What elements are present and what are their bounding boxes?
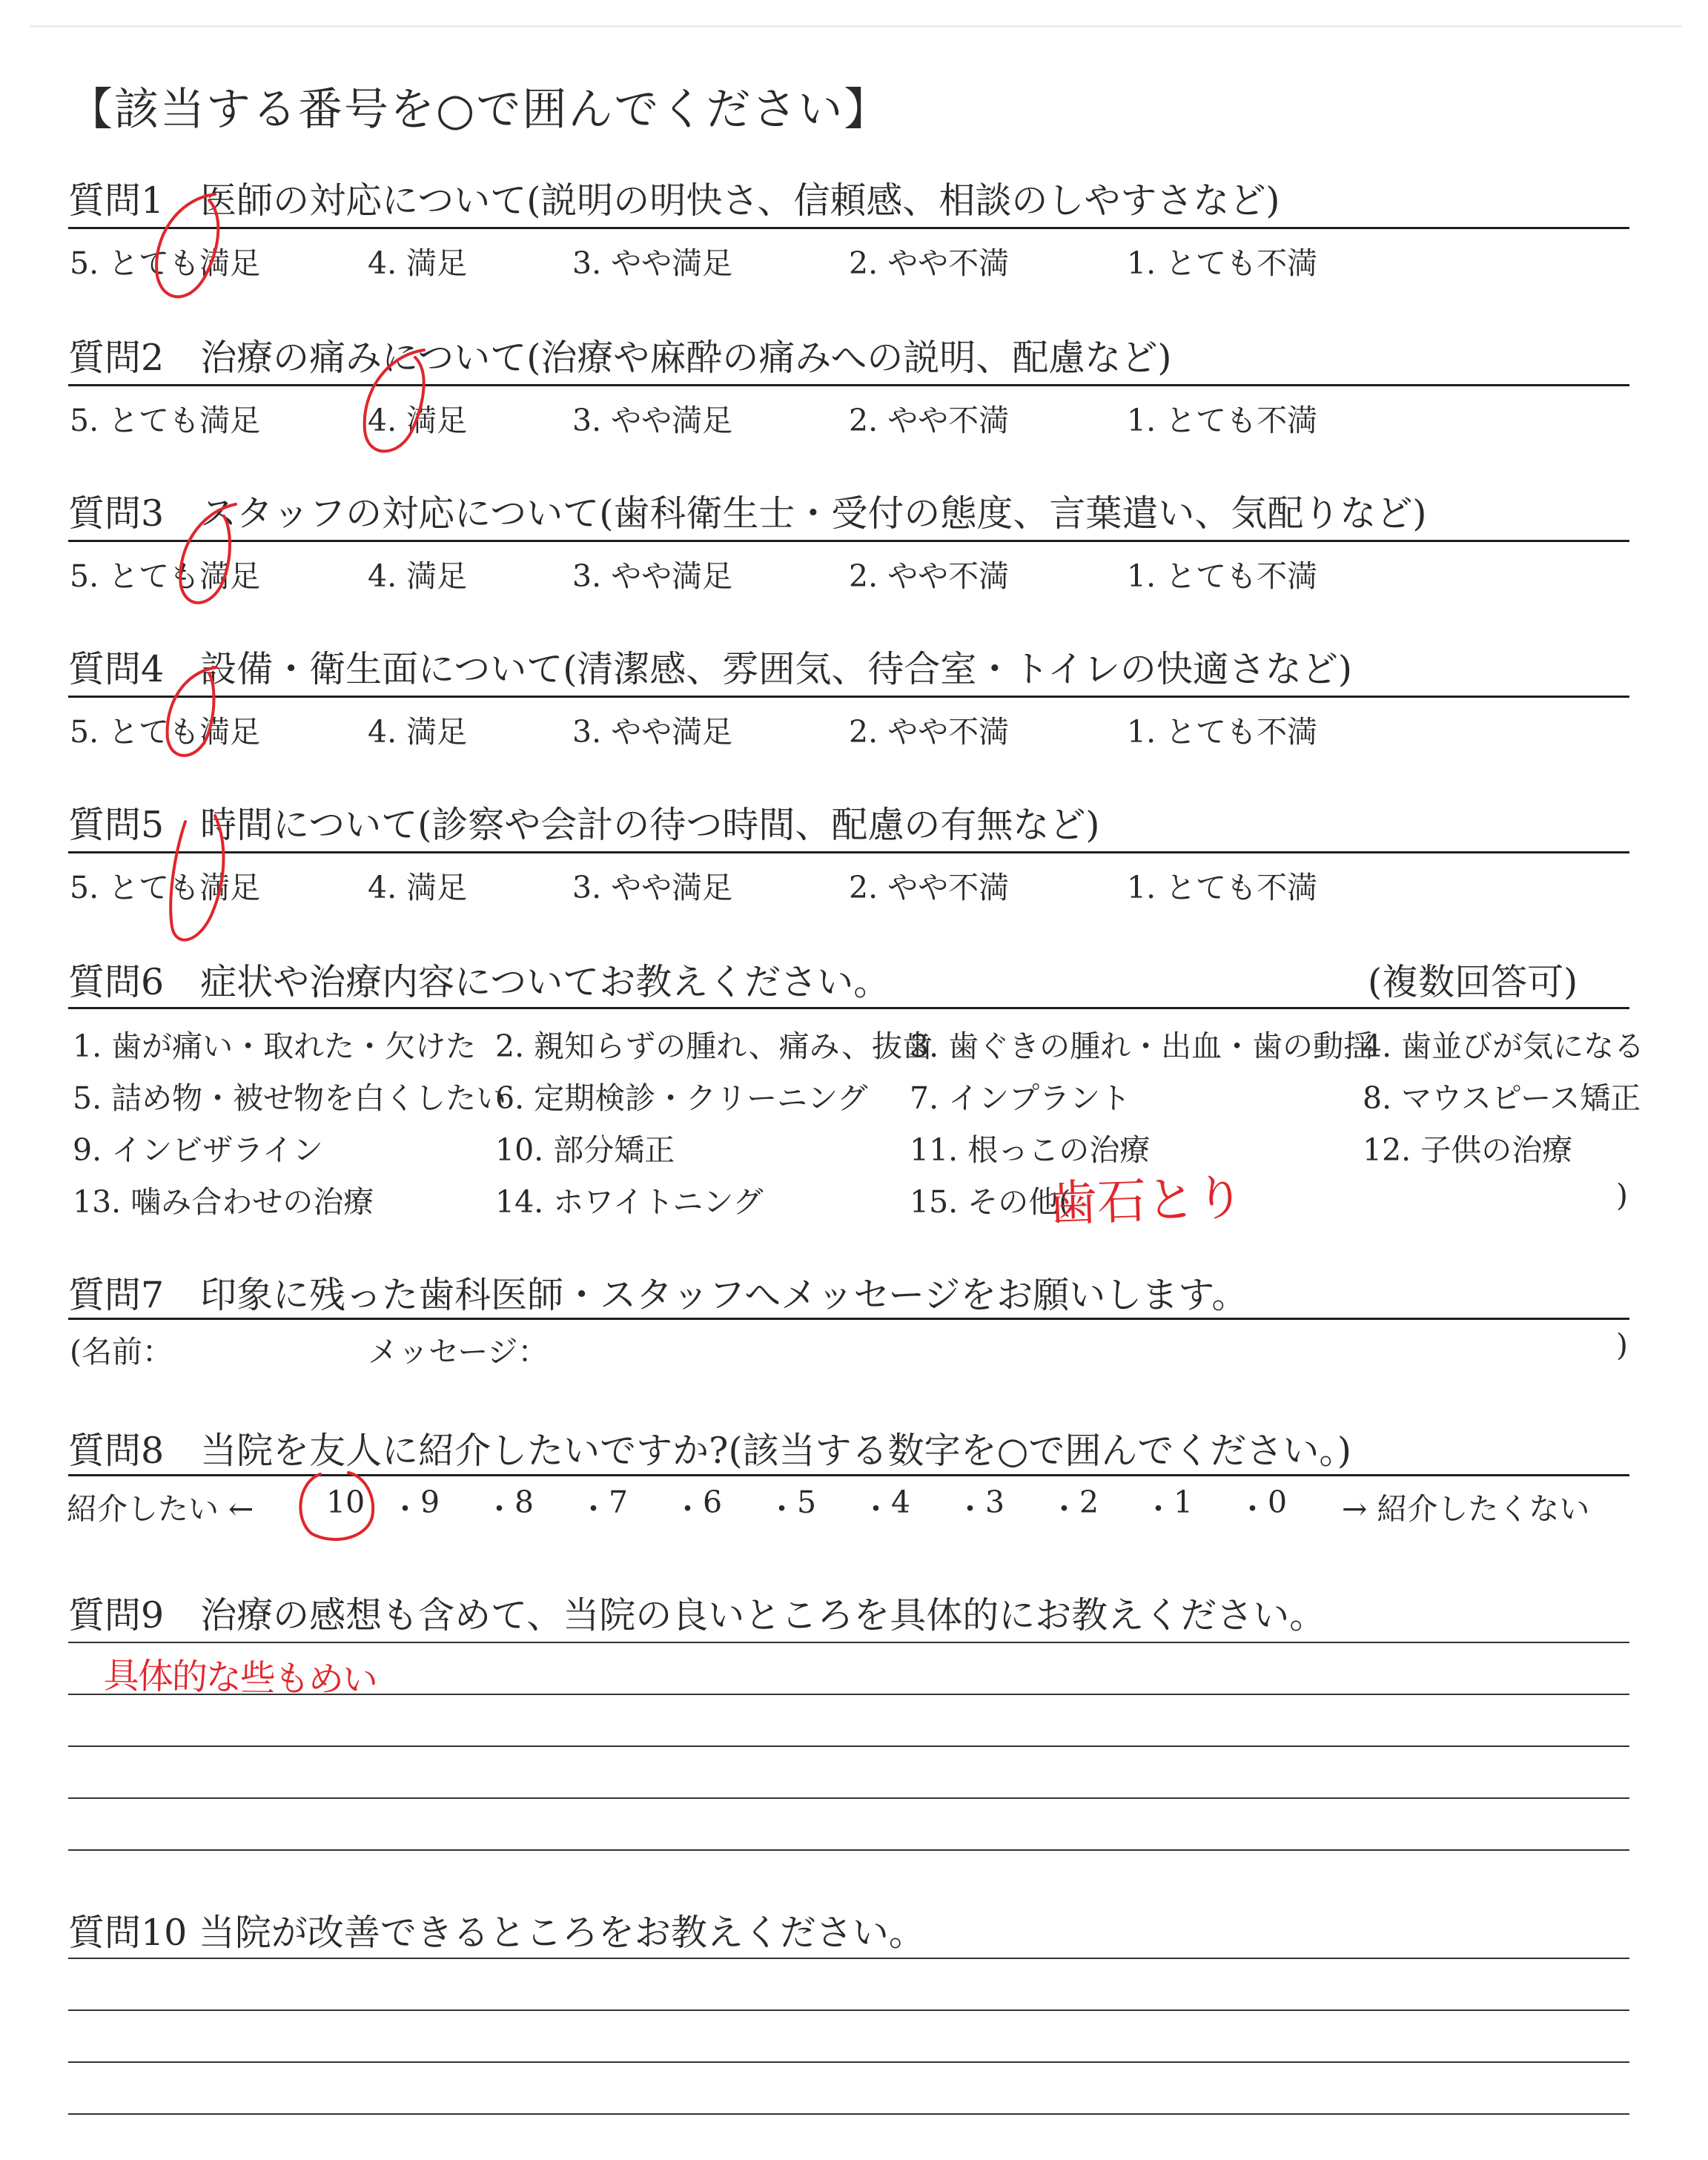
q6-item-14[interactable]: 14. ホワイトニング: [495, 1184, 764, 1220]
q8-rule: [68, 1474, 1629, 1476]
q6-item-9[interactable]: 9. インビザライン: [73, 1132, 323, 1168]
q8-scale-separator: ・: [1237, 1491, 1268, 1527]
q10-line-4: [68, 2113, 1629, 2115]
q7-rule: [68, 1318, 1629, 1320]
q5-rule: [68, 851, 1629, 853]
q7-name-label: (名前：: [70, 1334, 173, 1370]
q6-rule: [68, 1007, 1629, 1009]
q2-option-2[interactable]: 2. やや不満: [849, 403, 1010, 438]
q8-scale-9[interactable]: 9: [420, 1484, 440, 1520]
q5-option-3[interactable]: 3. やや満足: [572, 870, 733, 905]
q6-item-10[interactable]: 10. 部分矯正: [495, 1132, 675, 1168]
q8-scale-3[interactable]: 3: [985, 1484, 1005, 1520]
q7-close-paren: ): [1616, 1327, 1628, 1363]
form-header: 【該当する番号を○で囲んでください】: [68, 84, 890, 136]
q3-title: 質問3 スタッフの対応について(歯科衛生士・受付の態度、言葉遣い、気配りなど): [68, 492, 1427, 535]
q1-option-1[interactable]: 1. とても不満: [1127, 245, 1318, 281]
q6-item-3[interactable]: 3. 歯ぐきの腫れ・出血・歯の動揺: [910, 1028, 1374, 1064]
q8-scale-separator: ・: [484, 1491, 514, 1527]
q8-scale-6[interactable]: 6: [703, 1484, 723, 1520]
q6-item-12[interactable]: 12. 子供の治療: [1363, 1132, 1573, 1168]
q3-option-2[interactable]: 2. やや不満: [849, 558, 1010, 594]
q1-option-5[interactable]: 5. とても満足: [70, 245, 261, 281]
q8-title: 質問8 当院を友人に紹介したいですか?(該当する数字を○で囲んでください。): [68, 1430, 1351, 1472]
q9-line-4: [68, 1797, 1629, 1799]
q3-option-4[interactable]: 4. 満足: [368, 558, 468, 594]
scan-top-edge: [30, 25, 1681, 27]
q5-option-4[interactable]: 4. 満足: [368, 870, 468, 905]
q10-line-3: [68, 2061, 1629, 2063]
q8-scale-2[interactable]: 2: [1079, 1484, 1099, 1520]
q4-rule: [68, 696, 1629, 698]
q7-message-label: メッセージ：: [368, 1334, 549, 1370]
q6-item-4[interactable]: 4. 歯並びが気になる: [1363, 1028, 1645, 1064]
q5-option-1[interactable]: 1. とても不満: [1127, 870, 1318, 905]
q8-scale-1[interactable]: 1: [1174, 1484, 1194, 1520]
q2-option-1[interactable]: 1. とても不満: [1127, 403, 1318, 438]
q8-scale-separator: ・: [955, 1491, 985, 1527]
q9-line-5: [68, 1849, 1629, 1851]
q2-title: 質問2 治療の痛みについて(治療や麻酔の痛みへの説明、配慮など): [68, 337, 1172, 379]
q8-scale-separator: ・: [390, 1491, 420, 1527]
q6-item-1[interactable]: 1. 歯が痛い・取れた・欠けた: [73, 1028, 477, 1064]
q8-scale-8[interactable]: 8: [514, 1484, 534, 1520]
q8-scale-separator: ・: [1049, 1491, 1079, 1527]
q2-rule: [68, 384, 1629, 386]
q9-answer[interactable]: 具体的な些もめい: [103, 1654, 377, 1702]
q10-title: 質問10 当院が改善できるところをお教えください。: [68, 1912, 925, 1954]
q4-option-1[interactable]: 1. とても不満: [1127, 714, 1318, 750]
q7-title: 質問7 印象に残った歯科医師・スタッフへメッセージをお願いします。: [68, 1274, 1248, 1316]
q6-item-2[interactable]: 2. 親知らずの腫れ、痛み、抜歯: [495, 1028, 933, 1064]
q2-option-4[interactable]: 4. 満足: [368, 403, 468, 438]
q8-right-label: → 紹介したくない: [1342, 1491, 1590, 1527]
q5-option-2[interactable]: 2. やや不満: [849, 870, 1010, 905]
q8-scale-separator: ・: [578, 1491, 609, 1527]
q5-title: 質問5 時間について(診察や会計の待つ時間、配慮の有無など): [68, 804, 1100, 846]
q1-option-3[interactable]: 3. やや満足: [572, 245, 733, 281]
q4-option-2[interactable]: 2. やや不満: [849, 714, 1010, 750]
q6-multiple-note: (複数回答可): [1368, 961, 1578, 1003]
q4-option-3[interactable]: 3. やや満足: [572, 714, 733, 750]
q3-option-3[interactable]: 3. やや満足: [572, 558, 733, 594]
q8-scale-10[interactable]: 10: [326, 1484, 365, 1520]
q2-option-5[interactable]: 5. とても満足: [70, 403, 261, 438]
q3-rule: [68, 540, 1629, 542]
q6-other-answer[interactable]: 歯石とり: [1047, 1169, 1245, 1233]
q1-option-4[interactable]: 4. 満足: [368, 245, 468, 281]
q6-item-7[interactable]: 7. インプラント: [910, 1080, 1131, 1116]
q8-scale-5[interactable]: 5: [797, 1484, 817, 1520]
q8-scale-separator: ・: [767, 1491, 797, 1527]
q9-line-3: [68, 1745, 1629, 1747]
q9-line-1: [68, 1642, 1629, 1643]
q10-line-1: [68, 1958, 1629, 1959]
q6-item-8[interactable]: 8. マウスピース矯正: [1363, 1080, 1641, 1116]
q2-option-3[interactable]: 3. やや満足: [572, 403, 733, 438]
q8-scale-separator: ・: [672, 1491, 703, 1527]
q6-item-13[interactable]: 13. 噛み合わせの治療: [73, 1184, 374, 1220]
q6-item-5[interactable]: 5. 詰め物・被せ物を白くしたい: [73, 1080, 507, 1116]
q3-option-5[interactable]: 5. とても満足: [70, 558, 261, 594]
q10-line-2: [68, 2009, 1629, 2011]
q4-title: 質問4 設備・衛生面について(清潔感、雰囲気、待合室・トイレの快適さなど): [68, 648, 1352, 690]
q6-item-6[interactable]: 6. 定期検診・クリーニング: [495, 1080, 868, 1116]
q1-option-2[interactable]: 2. やや不満: [849, 245, 1010, 281]
q6-item-11[interactable]: 11. 根っこの治療: [910, 1132, 1151, 1168]
q4-option-4[interactable]: 4. 満足: [368, 714, 468, 750]
q8-scale-0[interactable]: 0: [1268, 1484, 1288, 1520]
q6-title: 質問6 症状や治療内容についてお教えください。: [68, 961, 890, 1003]
q1-title: 質問1 医師の対応について(説明の明快さ、信頼感、相談のしやすさなど): [68, 179, 1280, 222]
q6-other-close-paren: ): [1616, 1178, 1628, 1213]
q8-scale-separator: ・: [1143, 1491, 1174, 1527]
q4-option-5[interactable]: 5. とても満足: [70, 714, 261, 750]
q8-scale-7[interactable]: 7: [609, 1484, 629, 1520]
q8-scale-4[interactable]: 4: [891, 1484, 911, 1520]
q6-item-15[interactable]: 15. その他(: [910, 1184, 1071, 1220]
q3-option-1[interactable]: 1. とても不満: [1127, 558, 1318, 594]
q8-left-label: 紹介したい ←: [67, 1491, 254, 1527]
q5-option-5[interactable]: 5. とても満足: [70, 870, 261, 905]
q9-title: 質問9 治療の感想も含めて、当院の良いところを具体的にお教えください。: [68, 1594, 1326, 1636]
q8-scale-separator: ・: [861, 1491, 891, 1527]
q1-rule: [68, 227, 1629, 229]
